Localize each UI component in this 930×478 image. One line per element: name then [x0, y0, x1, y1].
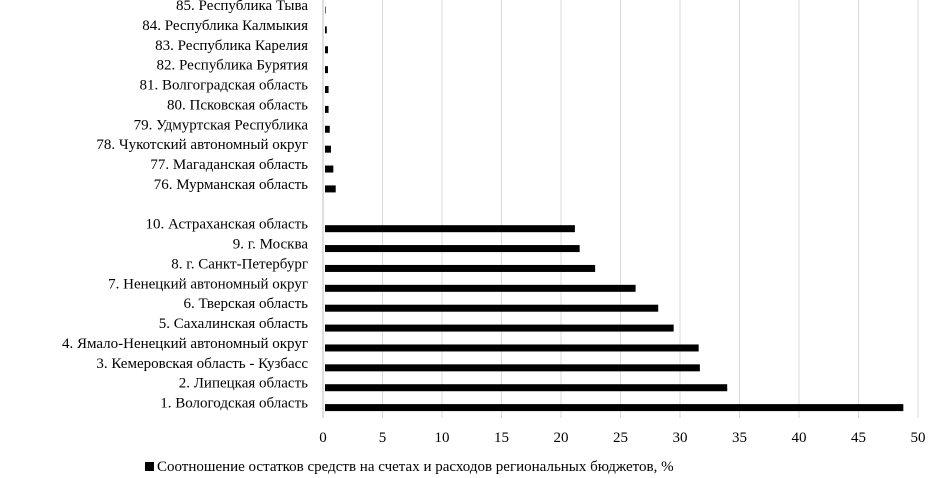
bar: [325, 185, 336, 192]
bar: [325, 86, 329, 93]
category-label: 7. Ненецкий автономный округ: [108, 276, 308, 293]
category-label: 1. Вологодская область: [160, 395, 308, 412]
legend: [145, 459, 674, 475]
x-tick-label: 20: [553, 430, 569, 446]
gridlines: [383, 0, 919, 418]
category-label: 3. Кемеровская область - Кузбасс: [96, 355, 308, 372]
x-tick-label: 15: [494, 430, 509, 446]
x-tick-label: 5: [378, 430, 387, 446]
category-label: 82. Республика Бурятия: [156, 57, 308, 74]
category-label: 9. г. Москва: [232, 236, 308, 253]
x-tick-label: 35: [732, 430, 747, 446]
category-label: 79. Удмуртская Республика: [133, 117, 308, 134]
bar: [325, 106, 329, 113]
bar: [325, 7, 326, 14]
category-label: 6. Тверская область: [183, 296, 308, 313]
bar: [325, 325, 674, 332]
bar: [325, 225, 575, 232]
bar: [325, 146, 331, 153]
bar: [325, 364, 700, 371]
bar: [325, 285, 636, 292]
category-label: 8. г. Санкт-Петербург: [171, 256, 308, 273]
category-label: 2. Липецкая область: [178, 375, 308, 392]
category-label: 4. Ямало-Ненецкий автономный округ: [61, 335, 308, 352]
category-label: 10. Астраханская область: [145, 216, 308, 233]
bar: [325, 166, 333, 173]
bar: [325, 46, 328, 53]
category-label: 5. Сахалинская область: [158, 316, 308, 333]
bar: [325, 404, 903, 411]
bar: [325, 384, 727, 391]
legend-swatch: [145, 462, 154, 471]
x-tick-label: 30: [672, 430, 688, 446]
x-tick-label: 40: [791, 430, 807, 446]
legend-label: Соотношение остатков средств на счетах и расходов региональных бюджетов, %: [157, 459, 674, 475]
bar: [325, 344, 699, 351]
category-label: 84. Республика Калмыкия: [142, 17, 308, 34]
x-tick-label: 50: [910, 430, 926, 446]
bar: [325, 66, 328, 73]
bar: [325, 26, 327, 33]
bar: [325, 305, 658, 312]
bar: [325, 245, 580, 252]
category-label: 85. Республика Тыва: [176, 0, 308, 14]
x-tick-label: 0: [319, 430, 327, 446]
x-tick-label: 45: [851, 430, 866, 446]
category-label: 81. Волгоградская область: [139, 77, 308, 94]
category-label: 83. Республика Карелия: [155, 37, 308, 54]
bars: [325, 7, 903, 412]
category-label: 78. Чукотский автономный округ: [96, 137, 308, 154]
x-tick-label: 25: [613, 430, 628, 446]
x-tick-label: 10: [434, 430, 450, 446]
bar: [325, 126, 330, 133]
category-label: 80. Псковская область: [167, 97, 308, 114]
category-labels: [62, 0, 308, 412]
category-label: 76. Мурманская область: [153, 176, 308, 193]
x-tick-labels: [319, 430, 925, 446]
bar: [325, 265, 595, 272]
category-label: 77. Магаданская область: [150, 157, 308, 174]
